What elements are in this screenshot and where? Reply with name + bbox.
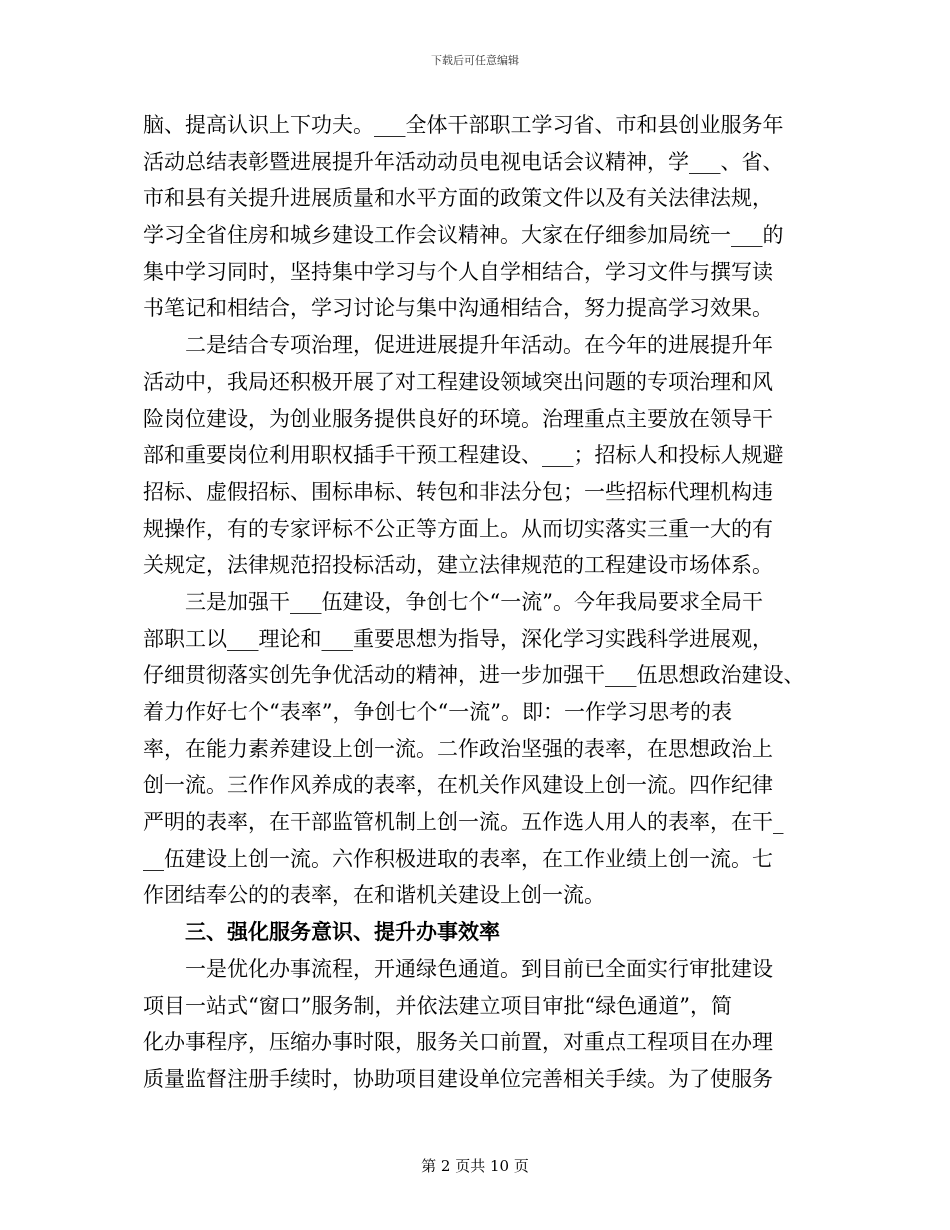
text-line: 项目一站式“窗口”服务制，并依法建立项目审批“绿色通道”，简: [143, 993, 732, 1018]
section-heading: 三、强化服务意识、提升办事效率: [143, 920, 500, 945]
text-line: 活动中，我局还积极开展了对工程建设领域突出问题的专项治理和风: [143, 369, 773, 394]
text-line: 学习全省住房和城乡建设工作会议精神。大家在仔细参加局统一___的: [143, 223, 784, 248]
text-line: 部和重要岗位利用职权插手干预工程建设、___；招标人和投标人规避: [143, 443, 784, 468]
text-line: 严明的表率，在干部监管机制上创一流。五作选人用人的表率，在干_: [143, 810, 784, 835]
text-line: 创一流。三作作风养成的表率，在机关作风建设上创一流。四作纪律: [143, 773, 773, 798]
document-body: [143, 107, 823, 1098]
text-line: 仔细贯彻落实创先争优活动的精神，进一步加强干___伍思想政治建设、: [143, 663, 805, 688]
text-line: 脑、提高认识上下功夫。___全体干部职工学习省、市和县创业服务年: [143, 113, 784, 137]
text-line: 活动总结表彰暨进展提升年活动动员电视电话会议精神，学___、省、: [143, 149, 784, 174]
text-line: 化办事程序，压缩办事时限，服务关口前置，对重点工程项目在办理: [143, 1030, 773, 1055]
text-line: 率，在能力素养建设上创一流。二作政治坚强的表率，在思想政治上: [143, 736, 773, 761]
text-line: 作团结奉公的的表率，在和谐机关建设上创一流。: [143, 883, 605, 908]
text-line: 规操作，有的专家评标不公正等方面上。从而切实落实三重一大的有: [143, 516, 773, 541]
page-footer: 第 2 页共 10 页: [421, 1157, 529, 1175]
text-line: 着力作好七个“表率”，争创七个“一流”。即：一作学习思考的表: [143, 700, 732, 724]
text-line: 一是优化办事流程，开通绿色通道。到目前已全面实行审批建设: [143, 956, 773, 981]
text-line: 市和县有关提升进展质量和水平方面的政策文件以及有关法律法规，: [143, 186, 773, 211]
text-line: 三是加强干___伍建设，争创七个“一流”。今年我局要求全局干: [143, 589, 763, 614]
text-line: 部职工以___理论和___重要思想为指导，深化学习实践科学进展观，: [143, 626, 773, 651]
text-line: __伍建设上创一流。六作积极进取的表率，在工作业绩上创一流。七: [143, 846, 773, 871]
text-line: 关规定，法律规范招投标活动，建立法律规范的工程建设市场体系。: [143, 553, 773, 578]
text-line: 书笔记和相结合，学习讨论与集中沟通相结合，努力提高学习效果。: [143, 296, 773, 321]
text-line: 险岗位建设，为创业服务提供良好的环境。治理重点主要放在领导干: [143, 406, 773, 431]
text-line: 质量监督注册手续时，协助项目建设单位完善相关手续。为了使服务: [143, 1066, 773, 1091]
page-header: 下载后可任意编辑: [431, 54, 519, 67]
text-line: 招标、虚假招标、围标串标、转包和非法分包；一些招标代理机构违: [143, 479, 773, 504]
text-line: 集中学习同时，坚持集中学习与个人自学相结合，学习文件与撰写读: [143, 259, 773, 284]
text-line: 二是结合专项治理，促进进展提升年活动。在今年的进展提升年: [143, 333, 773, 358]
